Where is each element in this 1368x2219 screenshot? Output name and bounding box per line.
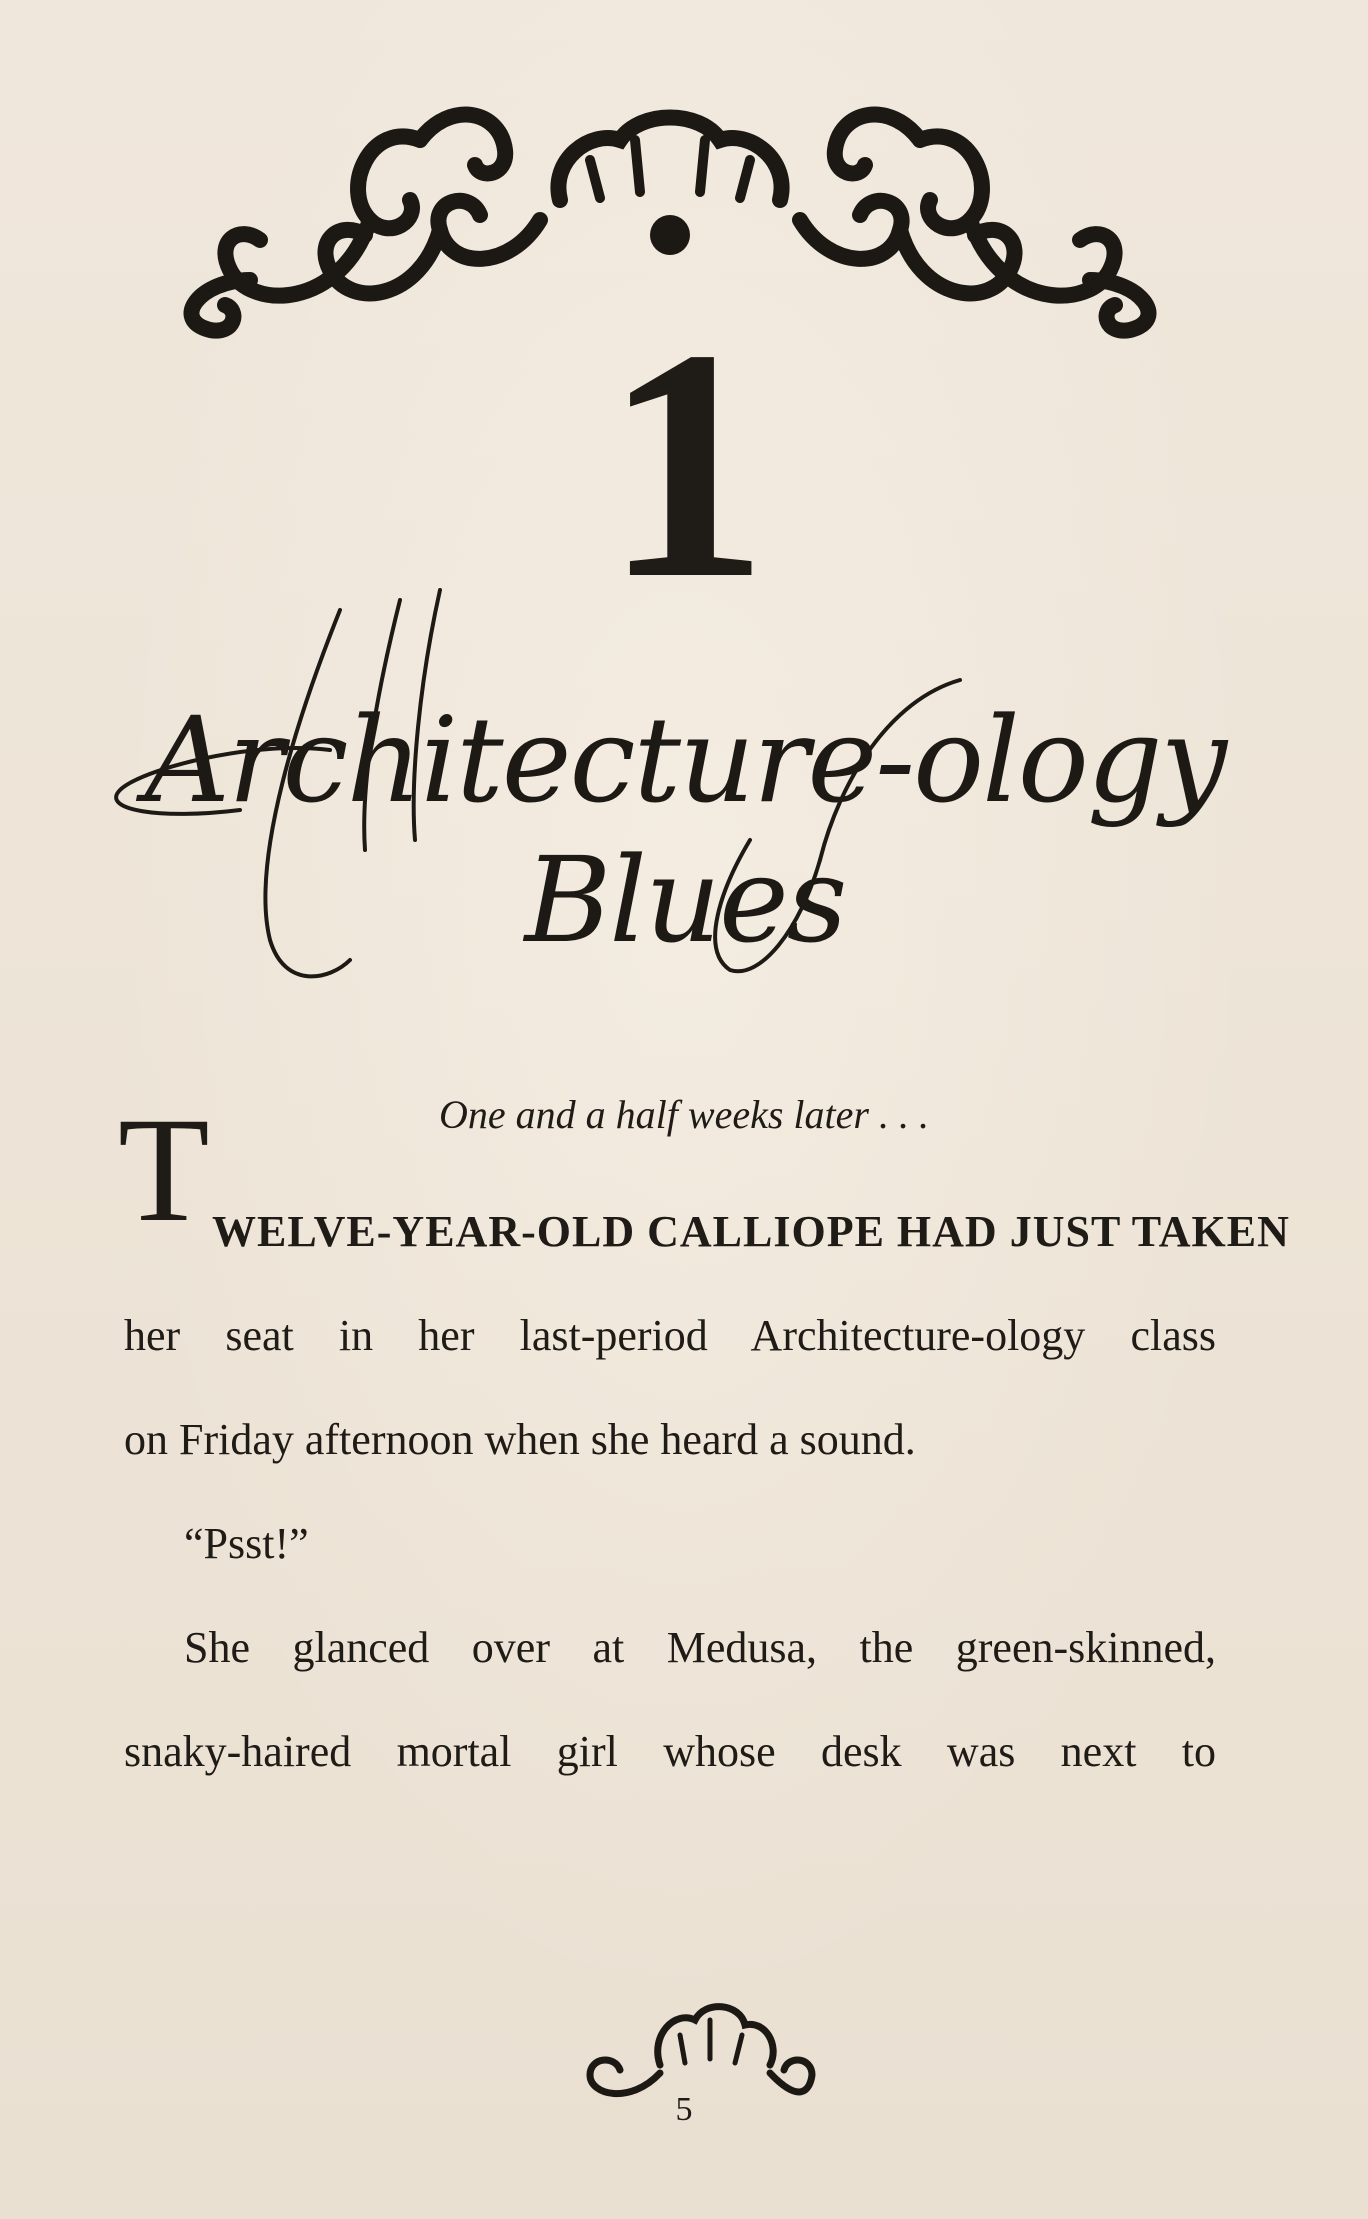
text-line: on Friday afternoon when she heard a sound. xyxy=(124,1415,916,1464)
chapter-intro-line: One and a half weeks later . . . xyxy=(439,1092,929,1137)
text-line: snaky-haired mortal girl whose desk was next to xyxy=(124,1727,1216,1776)
drop-cap: T xyxy=(118,1087,210,1253)
text-line: WELVE-YEAR-OLD CALLIOPE HAD JUST TAKEN xyxy=(212,1207,1290,1256)
page-number: 5 xyxy=(675,2091,693,2128)
chapter-title: Architecture-ology Blues xyxy=(144,691,1226,969)
text-line: her seat in her last-period Architecture-ology class xyxy=(124,1311,1216,1360)
body-text xyxy=(124,1180,1290,1804)
text-line: “Psst!” xyxy=(184,1519,309,1568)
chapter-number: 1 xyxy=(603,282,765,647)
text-line: She glanced over at Medusa, the green-skinned, xyxy=(184,1623,1216,1672)
